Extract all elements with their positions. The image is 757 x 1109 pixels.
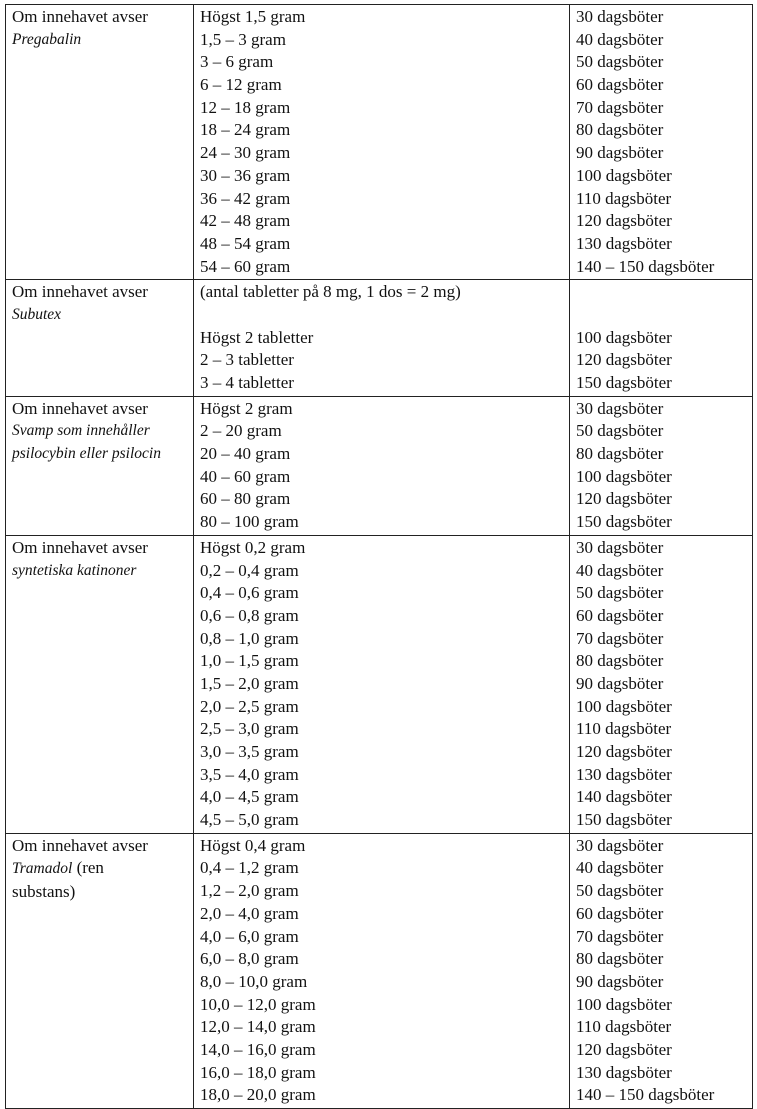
fines-table-body	[6, 5, 753, 1109]
substance-cell	[6, 535, 194, 833]
fine-value: 80 dagsböter	[576, 120, 664, 140]
amount-range: 4,5 – 5,0 gram	[200, 810, 299, 830]
fine-cell	[570, 535, 753, 833]
substance-name-italic: Tramadol	[12, 860, 73, 878]
substance-name-italic: syntetiska katinoner	[12, 561, 137, 579]
fine-cell	[570, 833, 753, 1108]
amount-range: 60 – 80 gram	[200, 489, 291, 509]
substance-name	[12, 443, 193, 466]
fine-value: 130 dagsböter	[576, 764, 672, 784]
amount-range: 2,5 – 3,0 gram	[200, 719, 299, 739]
substance-name-italic: psilocybin eller psilocin	[12, 445, 161, 463]
fine-value: 50 dagsböter	[576, 881, 664, 901]
fine-value: 80 dagsböter	[576, 444, 664, 464]
amount-range: Högst 0,2 gram	[200, 537, 306, 557]
amount-range: 24 – 30 gram	[200, 143, 291, 163]
amount-range: 30 – 36 gram	[200, 165, 291, 185]
substance-name	[12, 29, 193, 52]
amount-cell	[194, 396, 570, 535]
amount-range: Högst 2 tabletter	[200, 327, 314, 347]
fine-value: 40 dagsböter	[576, 858, 664, 878]
amount-range: 54 – 60 gram	[200, 256, 291, 276]
fine-value: 30 dagsböter	[576, 7, 664, 26]
fine-value: 60 dagsböter	[576, 75, 664, 95]
amount-range: 2 – 20 gram	[200, 421, 282, 441]
substance-cell	[6, 280, 194, 396]
amount-range: 2,0 – 4,0 gram	[200, 903, 299, 923]
amount-range: 12,0 – 14,0 gram	[200, 1017, 316, 1037]
substance-name-normal: substans)	[12, 882, 76, 902]
fine-value: 140 dagsböter	[576, 787, 672, 807]
amount-range: 0,4 – 0,6 gram	[200, 583, 299, 603]
amount-cell	[194, 833, 570, 1108]
amount-range: 1,0 – 1,5 gram	[200, 651, 299, 671]
amount-range: 1,5 – 2,0 gram	[200, 673, 299, 693]
table-row	[6, 535, 753, 833]
amount-range: 3 – 6 gram	[200, 52, 274, 72]
substance-name	[12, 857, 193, 881]
amount-range: 80 – 100 gram	[200, 512, 299, 532]
amount-range: 16,0 – 18,0 gram	[200, 1062, 316, 1082]
fine-value: 50 dagsböter	[576, 421, 664, 441]
amount-range: 6 – 12 gram	[200, 75, 282, 95]
fine-value: 80 dagsböter	[576, 949, 664, 969]
amount-range: 6,0 – 8,0 gram	[200, 949, 299, 969]
amount-range: 12 – 18 gram	[200, 97, 291, 117]
fines-table	[5, 4, 753, 1109]
amount-range: 4,0 – 4,5 gram	[200, 787, 299, 807]
substance-name-italic: Pregabalin	[12, 30, 82, 48]
fine-value: 100 dagsböter	[576, 696, 672, 716]
substance-cell	[6, 5, 194, 280]
amount-range: 1,5 – 3 gram	[200, 29, 286, 49]
dosage-note: (antal tabletter på 8 mg, 1 dos = 2 mg)	[200, 282, 461, 302]
fine-value: 90 dagsböter	[576, 673, 664, 693]
fine-value: 150 dagsböter	[576, 373, 672, 392]
substance-name-normal: (ren	[72, 858, 104, 878]
fine-value: 60 dagsböter	[576, 903, 664, 923]
fine-cell	[570, 396, 753, 535]
substance-name	[12, 560, 193, 583]
substance-name	[12, 881, 193, 905]
fine-value: 140 – 150 dagsböter	[576, 1085, 715, 1105]
fine-value: 70 dagsböter	[576, 628, 664, 648]
amount-range: 36 – 42 gram	[200, 188, 291, 208]
fine-value: 120 dagsböter	[576, 489, 672, 509]
substance-name-italic: Svamp som innehåller	[12, 422, 150, 440]
fine-value: 120 dagsböter	[576, 211, 672, 231]
amount-cell	[194, 535, 570, 833]
fine-value: 130 dagsböter	[576, 233, 672, 253]
fine-cell	[570, 5, 753, 280]
fine-value: 70 dagsböter	[576, 926, 664, 946]
fine-value: 120 dagsböter	[576, 742, 672, 761]
fine-value: 40 dagsböter	[576, 29, 664, 49]
fine-value: 50 dagsböter	[576, 583, 664, 603]
section-label: Om innehavet avser	[12, 835, 148, 855]
amount-range: 0,4 – 1,2 gram	[200, 858, 299, 878]
fine-value: 110 dagsböter	[576, 1017, 672, 1037]
amount-range: 2 – 3 tabletter	[200, 350, 294, 370]
fine-value: 110 dagsböter	[576, 719, 672, 739]
fine-value: 30 dagsböter	[576, 537, 664, 557]
amount-cell	[194, 5, 570, 280]
section-label: Om innehavet avser	[12, 7, 148, 26]
amount-range: 3 – 4 tabletter	[200, 373, 294, 392]
amount-range: 40 – 60 gram	[200, 466, 291, 486]
fine-value: 150 dagsböter	[576, 810, 672, 830]
amount-range: 3,5 – 4,0 gram	[200, 764, 299, 784]
fine-value: 120 dagsböter	[576, 350, 672, 370]
amount-range: 0,2 – 0,4 gram	[200, 560, 299, 580]
fine-value: 90 dagsböter	[576, 143, 664, 163]
substance-name-italic: Subutex	[12, 305, 62, 323]
substance-cell	[6, 396, 194, 535]
substance-cell	[6, 833, 194, 1108]
fine-value: 30 dagsböter	[576, 398, 664, 418]
amount-range: 48 – 54 gram	[200, 233, 291, 253]
amount-range: 20 – 40 gram	[200, 444, 291, 464]
amount-range: 8,0 – 10,0 gram	[200, 971, 308, 991]
fine-value: 60 dagsböter	[576, 605, 664, 625]
fine-value: 40 dagsböter	[576, 560, 664, 580]
amount-range: 14,0 – 16,0 gram	[200, 1039, 316, 1059]
amount-range: 10,0 – 12,0 gram	[200, 994, 316, 1014]
section-label: Om innehavet avser	[12, 282, 148, 302]
amount-range: Högst 2 gram	[200, 398, 293, 418]
fine-value: 30 dagsböter	[576, 835, 664, 855]
fine-value: 100 dagsböter	[576, 466, 672, 486]
section-label: Om innehavet avser	[12, 537, 148, 557]
amount-cell	[194, 280, 570, 396]
amount-range: 18,0 – 20,0 gram	[200, 1085, 316, 1105]
section-label: Om innehavet avser	[12, 398, 148, 418]
fine-value: 70 dagsböter	[576, 97, 664, 117]
table-row	[6, 5, 753, 280]
fine-value: 110 dagsböter	[576, 188, 672, 208]
amount-range: 0,8 – 1,0 gram	[200, 628, 299, 648]
table-row	[6, 280, 753, 396]
amount-range: 2,0 – 2,5 gram	[200, 696, 299, 716]
fine-value: 100 dagsböter	[576, 994, 672, 1014]
substance-name	[12, 420, 193, 443]
amount-range: 3,0 – 3,5 gram	[200, 742, 299, 761]
amount-range: Högst 0,4 gram	[200, 835, 306, 855]
fine-cell	[570, 280, 753, 396]
amount-range: 1,2 – 2,0 gram	[200, 881, 299, 901]
amount-range: Högst 1,5 gram	[200, 7, 306, 26]
table-row	[6, 833, 753, 1108]
table-row	[6, 396, 753, 535]
amount-range: 18 – 24 gram	[200, 120, 291, 140]
fine-value: 150 dagsböter	[576, 512, 672, 532]
fine-value: 100 dagsböter	[576, 165, 672, 185]
amount-range: 42 – 48 gram	[200, 211, 291, 231]
substance-name	[12, 304, 193, 327]
fine-value: 50 dagsböter	[576, 52, 664, 72]
amount-range: 0,6 – 0,8 gram	[200, 605, 299, 625]
fine-value: 90 dagsböter	[576, 971, 664, 991]
fine-value: 80 dagsböter	[576, 651, 664, 671]
fine-value: 130 dagsböter	[576, 1062, 672, 1082]
fine-value: 100 dagsböter	[576, 327, 672, 347]
amount-range: 4,0 – 6,0 gram	[200, 926, 299, 946]
fine-value: 140 – 150 dagsböter	[576, 256, 715, 276]
fine-value: 120 dagsböter	[576, 1039, 672, 1059]
